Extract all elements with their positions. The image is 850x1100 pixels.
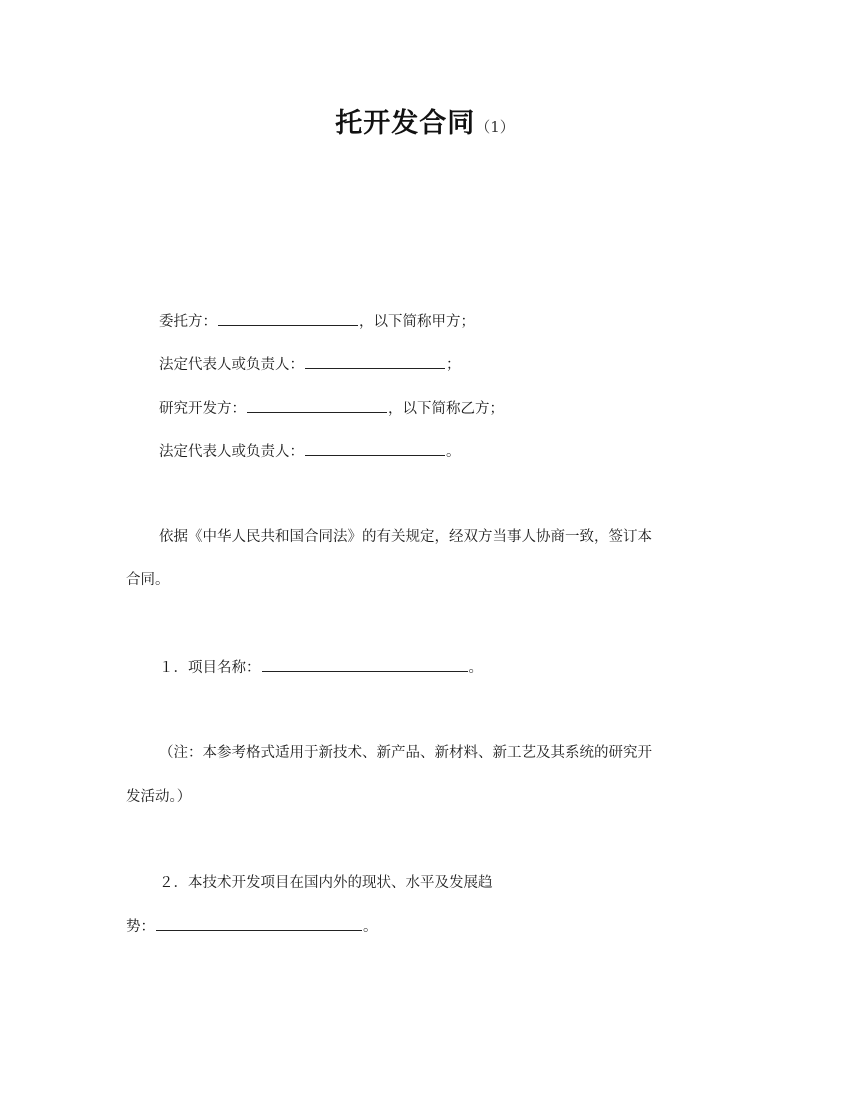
item1-suffix: 。 (468, 660, 483, 676)
party-developer-label: 研究开发方： (159, 401, 246, 417)
party-client-rep-blank[interactable] (305, 354, 445, 369)
basis-line-2: 合同。 (126, 572, 170, 588)
document-title (0, 101, 850, 140)
basis-line-1: 依据《中华人民共和国合同法》的有关规定，经双方当事人协商一致，签订本 (159, 529, 652, 545)
party-client-rep-suffix: ； (446, 357, 461, 373)
party-client-label: 委托方： (159, 314, 217, 330)
party-client-line (159, 311, 475, 332)
item2-line-2 (126, 916, 378, 937)
party-developer-rep-label: 法定代表人或负责人： (159, 444, 304, 460)
item2-line2-label: 势： (126, 919, 155, 935)
title-main: 托开发合同 (335, 108, 476, 139)
party-developer-rep-suffix: 。 (446, 444, 461, 460)
party-developer-blank[interactable] (247, 398, 387, 413)
note-line-2: 发活动。） (126, 789, 192, 805)
party-client-rep-line (159, 354, 461, 375)
item2-line2-suffix: 。 (363, 919, 378, 935)
party-client-rep-label: 法定代表人或负责人： (159, 357, 304, 373)
party-client-suffix: ，以下简称甲方； (359, 314, 475, 330)
party-developer-rep-line (159, 441, 461, 462)
note-line-1: （注：本参考格式适用于新技术、新产品、新材料、新工艺及其系统的研究开 (159, 745, 652, 761)
title-sub: （1） (475, 118, 515, 136)
party-client-blank[interactable] (218, 311, 358, 326)
party-developer-rep-blank[interactable] (305, 441, 445, 456)
item1-line (159, 657, 483, 678)
item1-label: １．项目名称： (159, 660, 261, 676)
item2-line-1: ２．本技术开发项目在国内外的现状、水平及发展趋 (159, 875, 493, 891)
item2-blank[interactable] (156, 916, 362, 931)
party-developer-line (159, 398, 504, 419)
item1-blank[interactable] (262, 657, 468, 672)
party-developer-suffix: ，以下简称乙方； (388, 401, 504, 417)
